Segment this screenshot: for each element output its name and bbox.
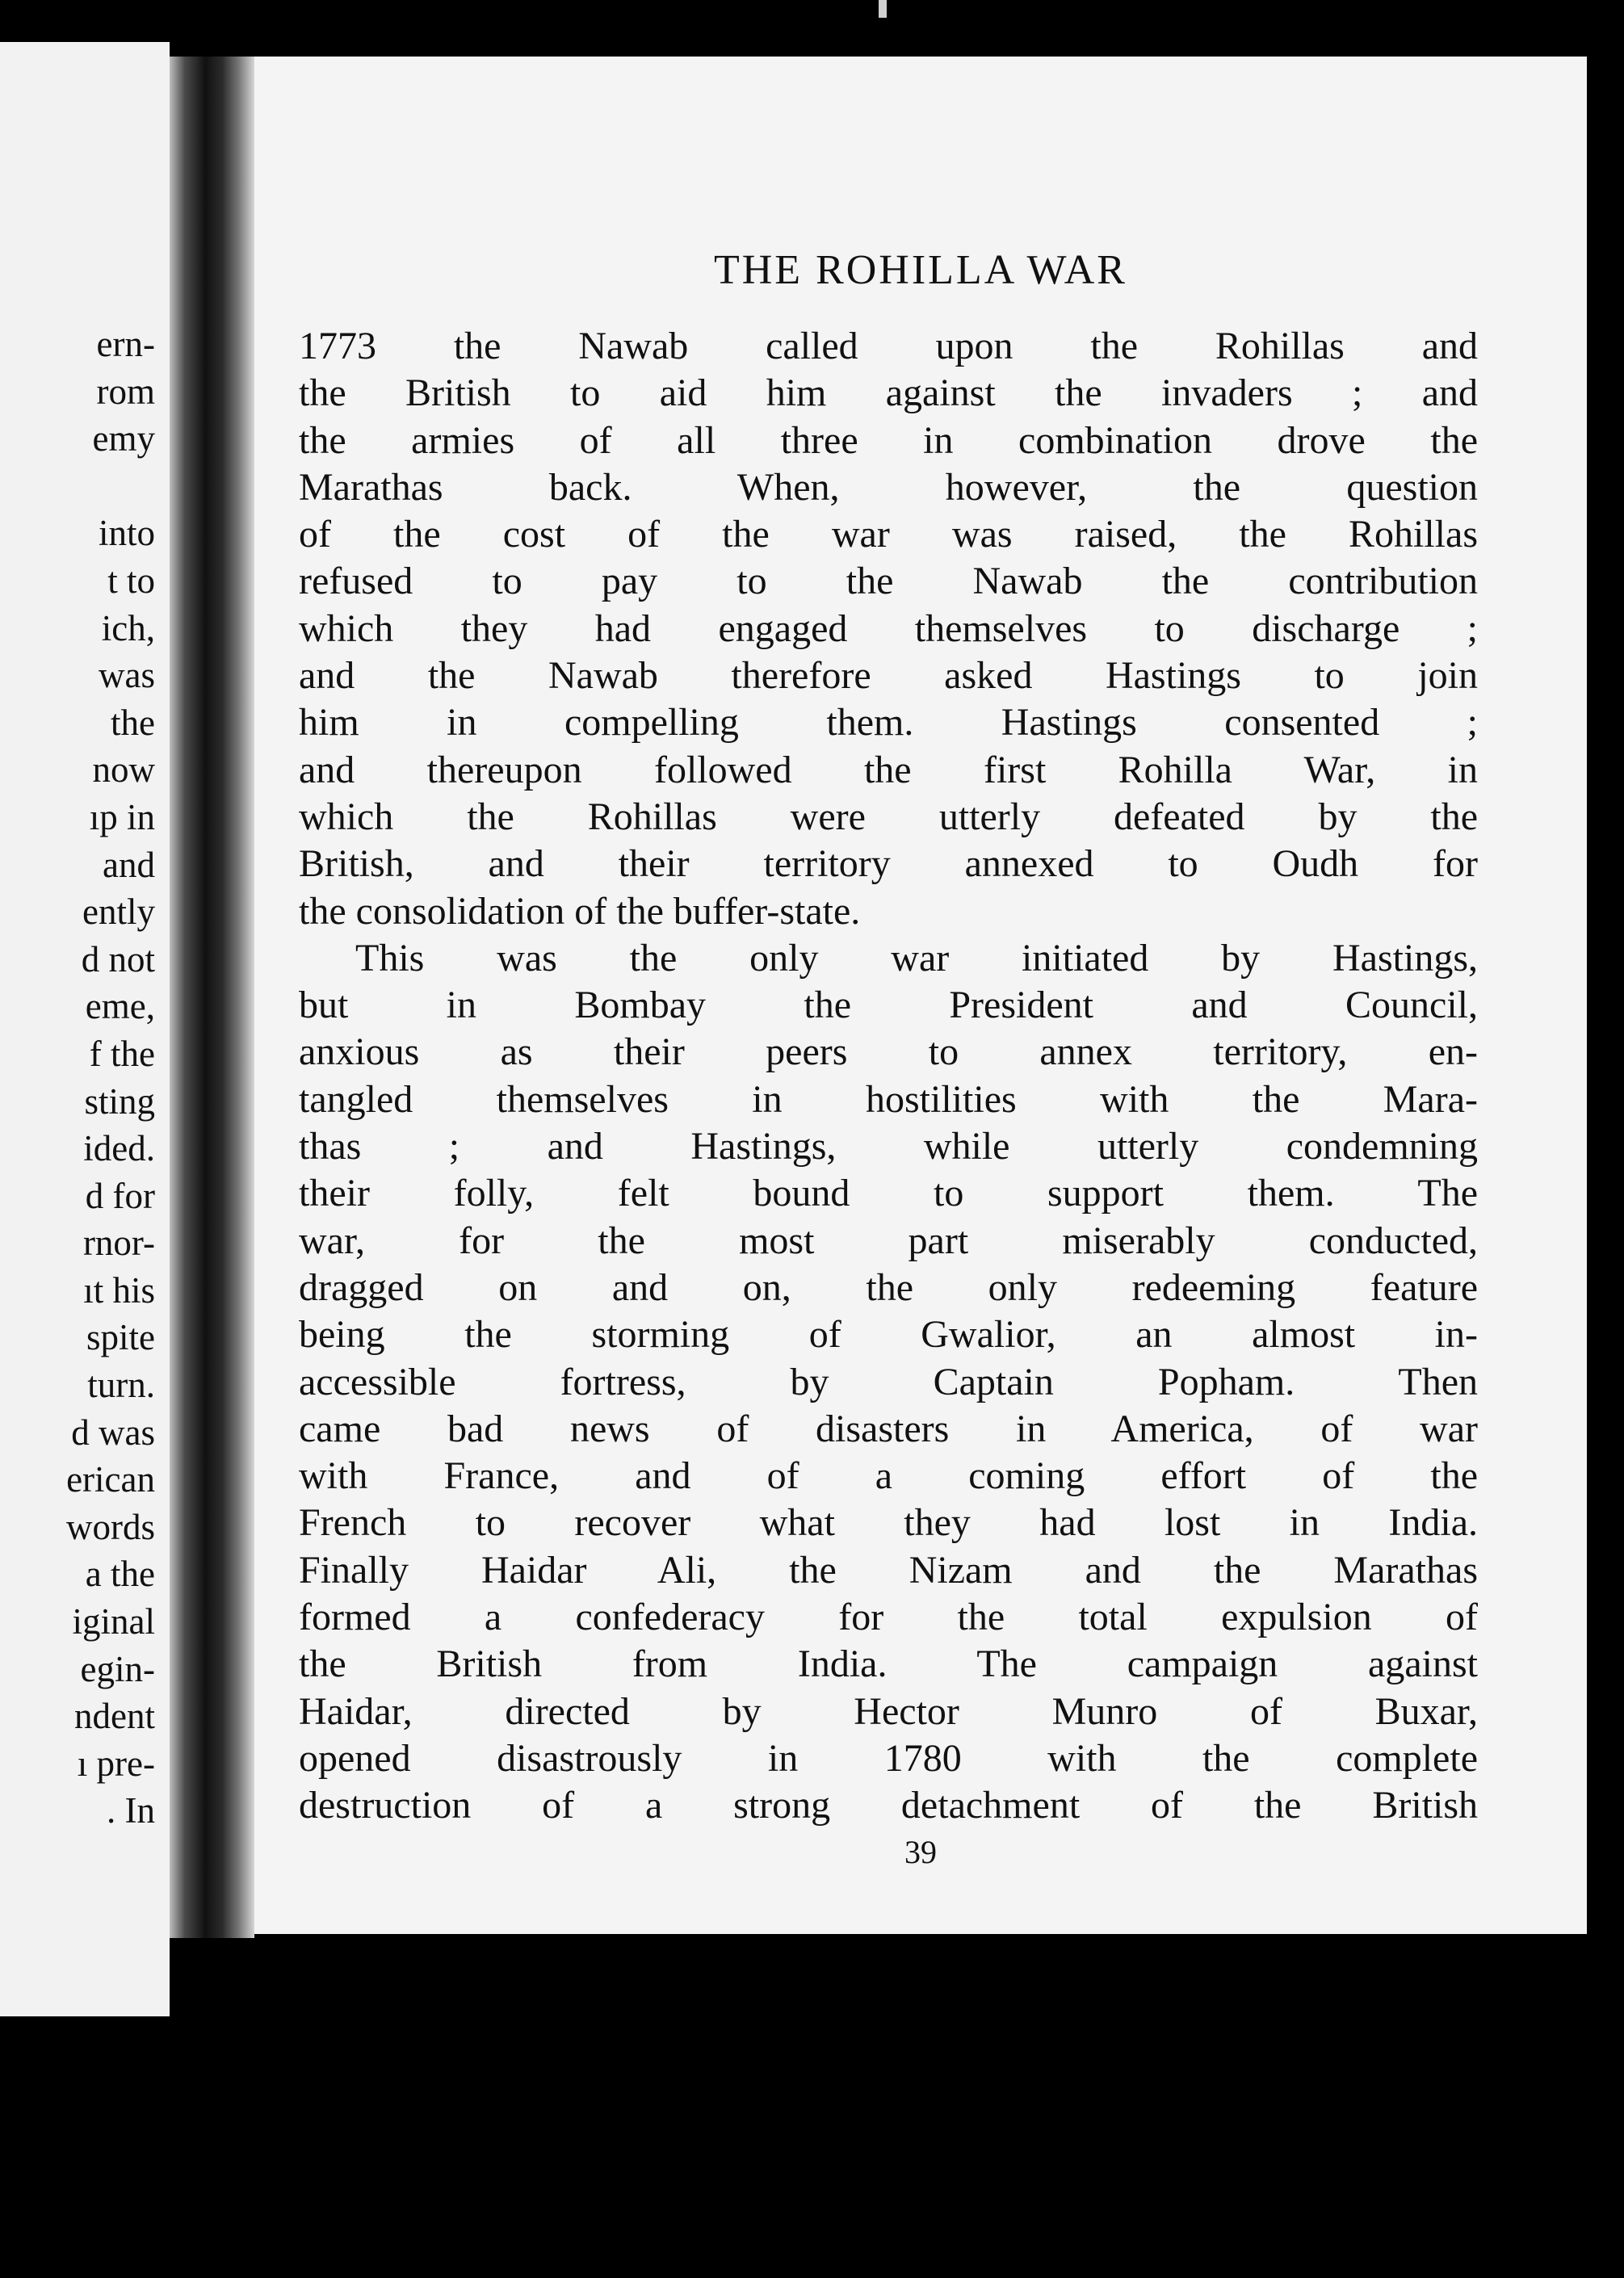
text-line: 1773 the Nawab called upon the Rohillas and <box>299 325 1478 367</box>
left-line: ern- <box>96 324 155 364</box>
right-page <box>254 57 1587 1934</box>
left-page-fragment <box>0 42 170 2016</box>
book-gutter-shadow <box>170 57 254 1938</box>
text-line: tangled themselves in hostilities with the Mara- <box>299 1077 1478 1121</box>
text-line: war, for the most part miserably conducted, <box>299 1219 1478 1262</box>
text-line: formed a confederacy for the total expulsion of <box>299 1596 1478 1639</box>
left-line: into <box>98 513 155 554</box>
scan-mark <box>879 0 887 18</box>
body-text <box>299 323 1478 1830</box>
left-line: ıp in <box>89 796 155 837</box>
left-line: words <box>66 1506 155 1547</box>
text-line: the armies of all three in combination drove the <box>299 418 1478 462</box>
text-line: their folly, felt bound to support them. The <box>299 1172 1478 1215</box>
left-line: the <box>111 702 155 743</box>
left-line-blank <box>66 463 155 510</box>
text-line: came bad news of disasters in America, of war <box>299 1407 1478 1450</box>
text-line: Haidar, directed by Hector Munro of Buxar, <box>299 1689 1478 1733</box>
left-line: . In <box>107 1790 155 1831</box>
left-line: iginal <box>72 1601 155 1642</box>
text-line: but in Bombay the President and Council, <box>299 984 1478 1027</box>
left-line: was <box>99 655 155 696</box>
text-line: Finally Haidar Ali, the Nizam and the Marathas <box>299 1548 1478 1592</box>
text-line: opened disastrously in 1780 with the complete <box>299 1736 1478 1780</box>
text-line: which they had engaged themselves to discharge ; <box>299 606 1478 650</box>
page-number: 39 <box>904 1834 937 1870</box>
left-line: d for <box>85 1175 155 1216</box>
left-line: ndent <box>74 1696 155 1737</box>
left-line: eme, <box>85 986 155 1027</box>
left-line: egin- <box>80 1648 155 1689</box>
text-line: him in compelling them. Hastings consented ; <box>299 701 1478 745</box>
text-line: and thereupon followed the first Rohilla War, in <box>299 748 1478 791</box>
left-line: and <box>103 844 155 885</box>
left-line: a the <box>85 1554 155 1595</box>
text-line: anxious as their peers to annex territory, en- <box>299 1030 1478 1074</box>
left-line: rnor- <box>82 1223 155 1264</box>
text-line: British, and their territory annexed to Oudh for <box>299 842 1478 886</box>
text-line-paragraph-start: This was the only war initiated by Hastings, <box>355 936 1478 980</box>
text-line: and the Nawab therefore asked Hastings to join <box>299 654 1478 698</box>
text-line: thas ; and Hastings, while utterly condemning <box>299 1125 1478 1168</box>
left-line: ıt his <box>83 1269 155 1311</box>
left-line: rom <box>96 371 155 412</box>
text-line: the British to aid him against the invaders ; and <box>299 371 1478 415</box>
text-line: which the Rohillas were utterly defeated by the <box>299 795 1478 838</box>
text-line: French to recover what they had lost in India. <box>299 1501 1478 1545</box>
left-line: ently <box>82 891 155 933</box>
left-line: now <box>92 749 155 791</box>
text-line: with France, and of a coming effort of the <box>299 1454 1478 1498</box>
text-line: Marathas back. When, however, the question <box>299 465 1478 509</box>
text-line: dragged on and on, the only redeeming feature <box>299 1265 1478 1309</box>
left-line: sting <box>84 1080 155 1122</box>
text-line: destruction of a strong detachment of the British <box>299 1784 1478 1827</box>
left-line: spite <box>86 1317 155 1358</box>
text-line: of the cost of the war was raised, the Rohillas <box>299 513 1478 556</box>
left-line: ı pre- <box>77 1743 155 1784</box>
left-line: ided. <box>83 1128 155 1169</box>
left-line: t to <box>107 560 155 601</box>
left-line: ich, <box>101 607 155 648</box>
running-head: THE ROHILLA WAR <box>713 247 1127 293</box>
left-line: turn. <box>87 1365 155 1406</box>
left-line: emy <box>92 418 155 459</box>
text-line: the British from India. The campaign against <box>299 1642 1478 1686</box>
left-line: d was <box>71 1412 155 1453</box>
left-line: erican <box>66 1459 155 1500</box>
left-page-text <box>66 321 155 1835</box>
text-line: refused to pay to the Nawab the contribution <box>299 560 1478 603</box>
text-line: being the storming of Gwalior, an almost in- <box>299 1313 1478 1357</box>
left-line: d not <box>81 938 155 980</box>
text-line: accessible fortress, by Captain Popham. Then <box>299 1360 1478 1403</box>
text-line-paragraph-end: the consolidation of the buffer-state. <box>299 889 861 933</box>
left-line: f the <box>89 1033 155 1074</box>
